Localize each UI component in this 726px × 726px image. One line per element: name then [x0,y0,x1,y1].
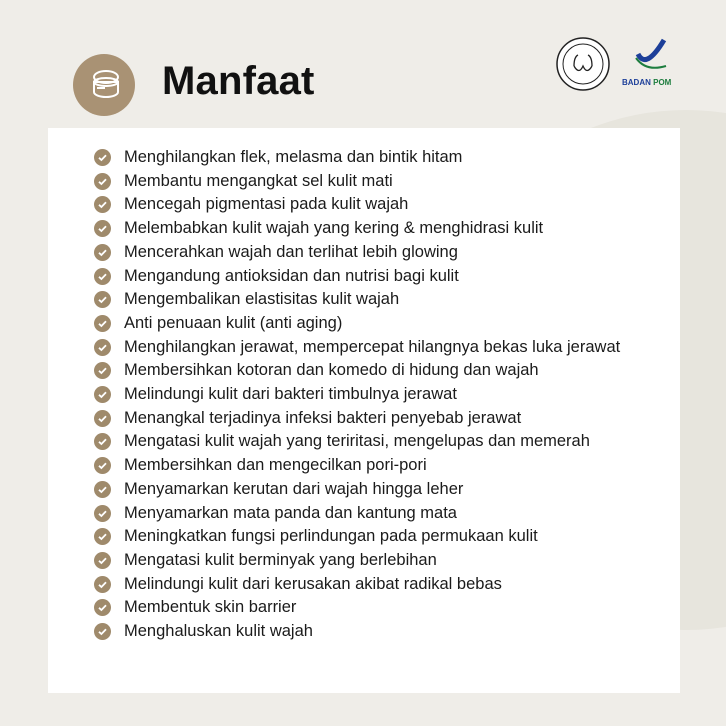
check-circle-icon [94,481,111,498]
list-item [94,336,694,360]
list-item [94,502,694,526]
check-circle-icon [94,362,111,379]
benefit-text: Mengandung antioksidan dan nutrisi bagi kulit [124,266,459,285]
check-circle-icon [94,149,111,166]
benefit-text: Mencerahkan wajah dan terlihat lebih glowing [124,242,458,261]
benefit-text: Anti penuaan kulit (anti aging) [124,313,343,332]
benefit-text: Mengembalikan elastisitas kulit wajah [124,290,400,309]
benefit-text: Mengatasi kulit berminyak yang berlebihan [124,550,437,569]
benefit-list [94,146,694,644]
check-circle-icon [94,433,111,450]
list-item [94,146,694,170]
list-item [94,620,694,644]
list-item [94,407,694,431]
all-skin-type-badge-icon [555,36,611,92]
benefit-text: Menyamarkan mata panda dan kantung mata [124,503,457,522]
benefit-text: Menghaluskan kulit wajah [124,622,313,641]
benefit-text: Menyamarkan kerutan dari wajah hingga leher [124,479,464,498]
benefit-text: Menghilangkan flek, melasma dan bintik hitam [124,148,463,166]
check-circle-icon [94,173,111,190]
list-item [94,312,694,336]
benefit-text: Membersihkan dan mengecilkan pori-pori [124,456,427,475]
check-circle-icon [94,505,111,522]
check-circle-icon [94,268,111,285]
check-circle-icon [94,315,111,332]
list-item [94,478,694,502]
badan-pom-logo-icon [622,38,678,92]
check-circle-icon [94,410,111,427]
check-circle-icon [94,291,111,308]
benefit-text: Membersihkan kotoran dan komedo di hidung dan wajah [124,361,539,380]
benefit-text: Meningkatkan fungsi perlindungan pada permukaan kulit [124,527,538,546]
check-circle-icon [94,220,111,237]
check-circle-icon [94,623,111,640]
benefit-text: Menghilangkan jerawat, mempercepat hilangnya bekas luka jerawat [124,337,621,356]
check-circle-icon [94,457,111,474]
pom-text-1: BADAN [622,78,651,87]
list-item [94,288,694,312]
list-item [94,596,694,620]
benefit-text: Melembabkan kulit wajah yang kering & menghidrasi kulit [124,219,544,238]
benefit-text: Melindungi kulit dari kerusakan akibat radikal bebas [124,574,502,593]
list-item [94,549,694,573]
benefit-text: Mengatasi kulit wajah yang teriritasi, mengelupas dan memerah [124,432,590,451]
list-item [94,170,694,194]
check-circle-icon [94,386,111,403]
benefit-text: Menangkal terjadinya infeksi bakteri penyebab jerawat [124,408,522,427]
pom-text-block [622,78,682,87]
check-circle-icon [94,244,111,261]
list-item [94,193,694,217]
benefit-text: Melindungi kulit dari bakteri timbulnya jerawat [124,385,457,404]
benefit-text: Membentuk skin barrier [124,598,297,617]
check-circle-icon [94,339,111,356]
list-item [94,241,694,265]
check-circle-icon [94,599,111,616]
check-circle-icon [94,528,111,545]
list-item [94,430,694,454]
check-circle-icon [94,576,111,593]
page-title: Manfaat [162,59,315,103]
check-circle-icon [94,196,111,213]
list-item [94,454,694,478]
pom-text-2: POM [653,78,672,87]
benefit-text: Membantu mengangkat sel kulit mati [124,171,393,190]
list-item [94,217,694,241]
check-circle-icon [94,552,111,569]
list-item [94,359,694,383]
list-item [94,265,694,289]
list-item [94,383,694,407]
list-item [94,525,694,549]
list-item [94,573,694,597]
benefit-text: Mencegah pigmentasi pada kulit wajah [124,195,409,214]
cream-jar-icon [73,54,135,116]
